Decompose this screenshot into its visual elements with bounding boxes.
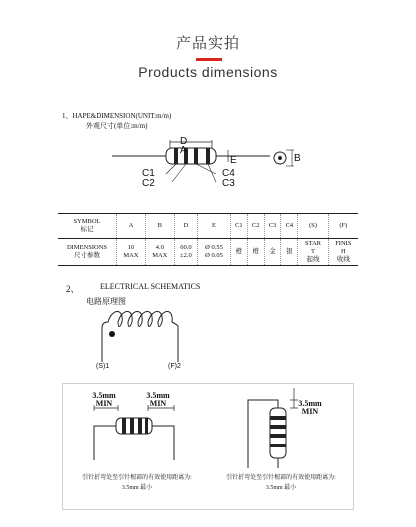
dim-label-e: E (230, 155, 237, 166)
table-cell: 4.0 MAX (145, 239, 174, 266)
title-accent-bar (196, 58, 222, 61)
dim-label-d: D (180, 136, 188, 147)
left-lead-label-b: 3.5mm MIN (146, 391, 170, 408)
table-cell: Ø 0.55 Ø 0.05 (198, 239, 231, 266)
left-lead-label-a: 3.5mm MIN (92, 391, 116, 408)
table-cell: D (174, 214, 197, 239)
table-cell: (F) (328, 214, 358, 239)
table-cell: DIMENSIONS 尺寸参数 (58, 239, 117, 266)
section1-heading: 1、HAPE&DIMENSION(UNIT:m/m) (62, 112, 172, 120)
section2-heading-cn: 电路原理图 (86, 297, 126, 306)
table-header-row (58, 214, 358, 239)
dim-label-a: A (180, 145, 187, 156)
table-cell: B (145, 214, 174, 239)
resistor-dimension-drawing (110, 132, 310, 194)
table-cell: 金 (264, 239, 281, 266)
table-cell: STAR T 起线 (298, 239, 328, 266)
table-value-row (58, 239, 358, 266)
dim-label-c2: C2 (142, 178, 155, 189)
section1-heading-cn: 外观尺寸(单位:m/m) (86, 122, 148, 130)
table-cell: (S) (298, 214, 328, 239)
dimension-table (58, 213, 358, 266)
table-cell: 橙 (230, 239, 247, 266)
table-cell: A (117, 214, 146, 239)
dim-label-c3: C3 (222, 178, 235, 189)
section2-heading: ELECTRICAL SCHEMATICS (100, 282, 201, 291)
left-caption-2: 3.5mm 最小 (121, 485, 153, 491)
table-cell: 60.0 ±2.0 (174, 239, 197, 266)
schematic-finish-label: (F)2 (168, 363, 181, 370)
table-cell: C4 (281, 214, 298, 239)
table-cell: C1 (230, 214, 247, 239)
left-caption-1: 引针折弯处至引针根部的有效使用距离为: (82, 475, 192, 481)
horizontal-mount-drawing (90, 400, 180, 462)
table-cell: 银 (281, 239, 298, 266)
page-title-en: Products dimensions (138, 64, 278, 80)
dim-label-c4: C4 (222, 168, 235, 179)
table-cell: 橙 (247, 239, 264, 266)
table-cell: 10 MAX (117, 239, 146, 266)
dim-label-b: B (294, 153, 301, 164)
page-title-cn: 产品实拍 (175, 34, 240, 52)
right-caption-2: 3.5mm 最小 (265, 485, 297, 491)
electrical-schematic (88, 304, 198, 372)
right-lead-label: 3.5mm MIN (298, 399, 322, 416)
table-cell: C3 (264, 214, 281, 239)
table-cell: SYMBOL 标记 (58, 214, 117, 239)
table-cell: C2 (247, 214, 264, 239)
right-caption-1: 引针折弯处至引针根部的有效使用距离为: (226, 475, 336, 481)
schematic-start-label: (S)1 (96, 363, 110, 370)
table-cell: FINIS H 收线 (328, 239, 358, 266)
dim-label-c1: C1 (142, 168, 155, 179)
section2-number: 2、 (66, 284, 80, 294)
table-cell: E (198, 214, 231, 239)
